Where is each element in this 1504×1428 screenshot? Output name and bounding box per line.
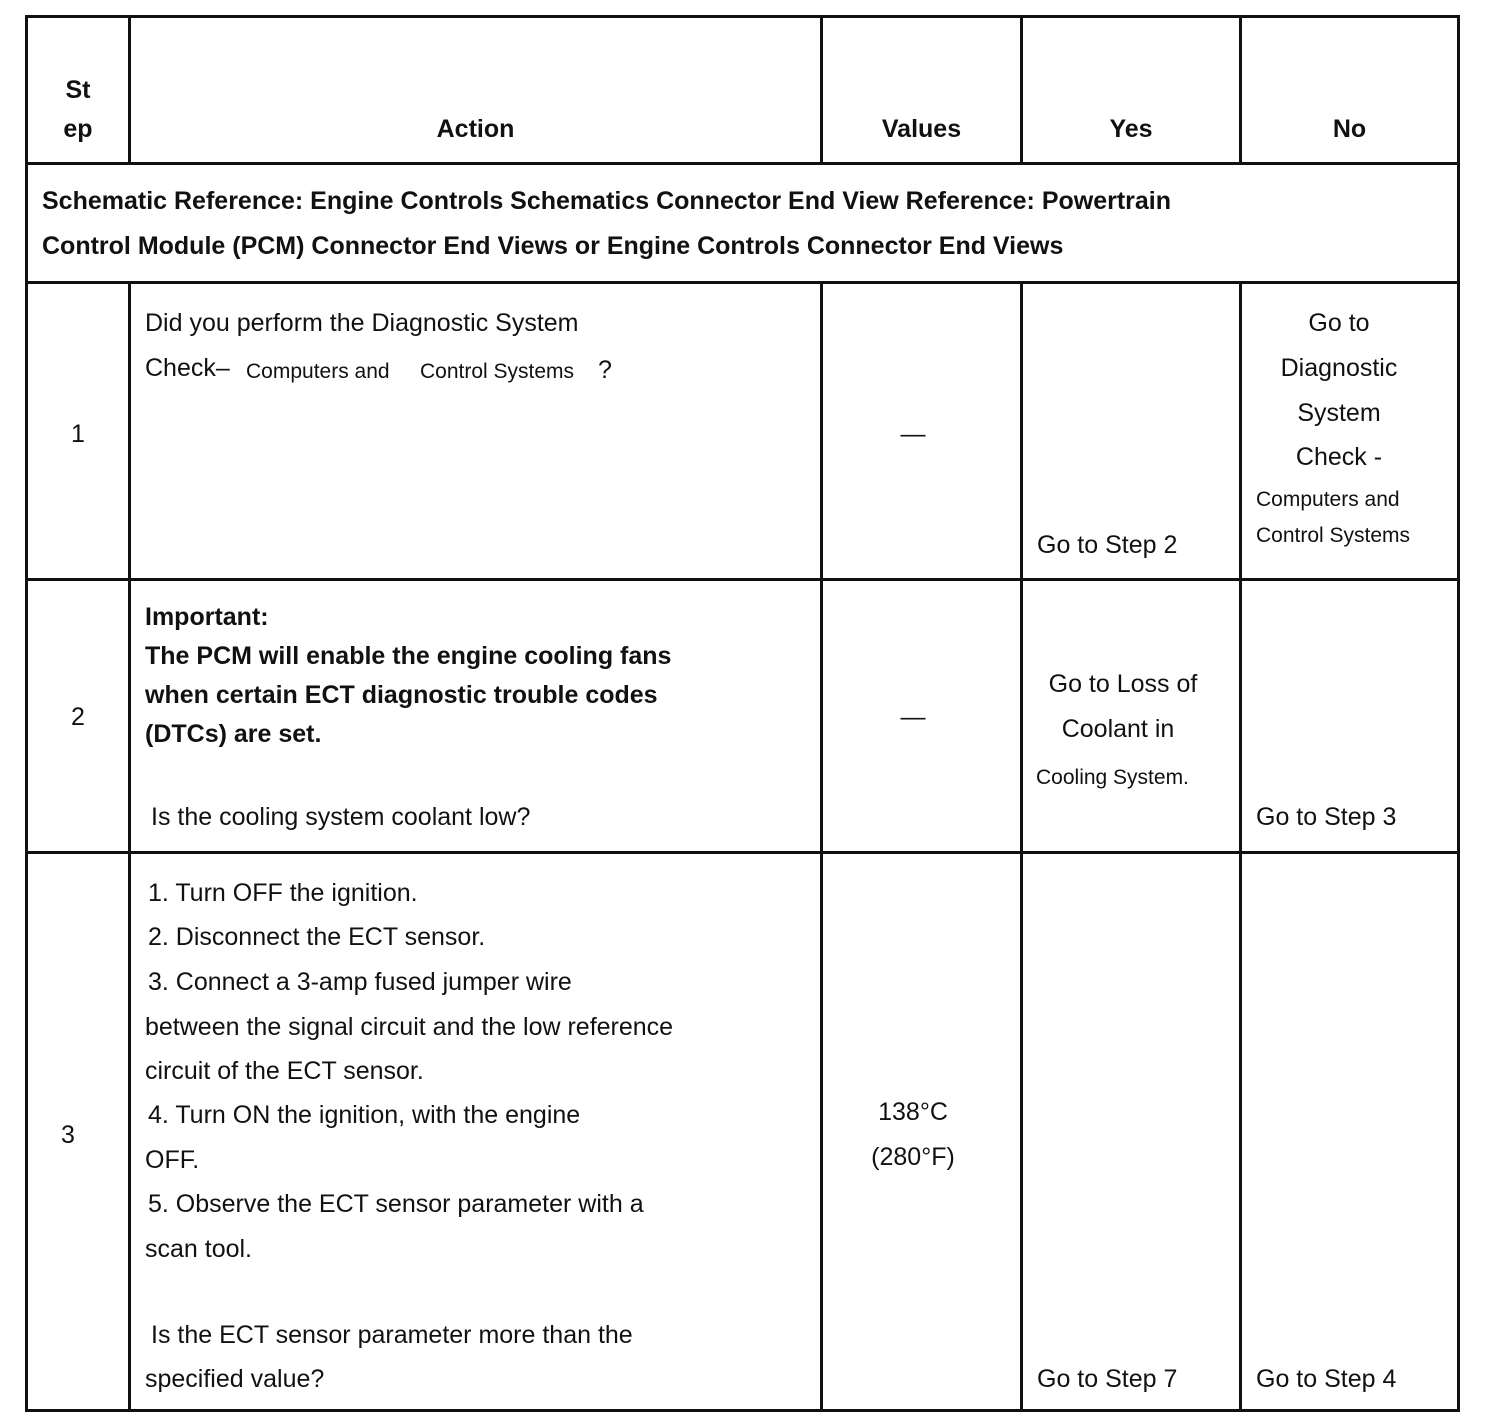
values-text: — bbox=[900, 703, 926, 731]
important-text: when certain ECT diagnostic trouble codes bbox=[145, 681, 658, 709]
header-row bbox=[28, 18, 1457, 162]
action-step: OFF. bbox=[145, 1146, 200, 1174]
step-number: 1 bbox=[71, 420, 85, 448]
action-text: Did you perform the Diagnostic System bbox=[145, 309, 579, 337]
action-text-check: Check– bbox=[145, 354, 230, 382]
header-no: No bbox=[1332, 115, 1367, 143]
important-label: Important: bbox=[145, 603, 269, 631]
reference-line1: Schematic Reference: Engine Controls Schematics Connector End View Reference: Powertrain bbox=[42, 187, 1172, 215]
no-text: Check - bbox=[1295, 443, 1383, 471]
yes-text: Go to Loss of bbox=[1048, 670, 1198, 698]
header-step-line2: ep bbox=[63, 115, 93, 143]
header-yes: Yes bbox=[1109, 115, 1153, 143]
action-text-small: Computers and bbox=[246, 360, 390, 383]
no-text: Go to Step 4 bbox=[1256, 1365, 1397, 1393]
important-text: The PCM will enable the engine cooling fans bbox=[145, 642, 672, 670]
question-text: specified value? bbox=[145, 1365, 325, 1393]
table-row bbox=[28, 284, 1457, 578]
no-text: System bbox=[1297, 399, 1381, 427]
table-row bbox=[28, 854, 1457, 1412]
header-values: Values bbox=[881, 115, 962, 143]
yes-text: Coolant in bbox=[1061, 715, 1175, 743]
question-text: Is the cooling system coolant low? bbox=[151, 803, 531, 831]
question-text: Is the ECT sensor parameter more than the bbox=[151, 1321, 633, 1349]
table-row bbox=[28, 581, 1457, 851]
reference-line2: Control Module (PCM) Connector End Views or Engine Controls Connector End Views bbox=[42, 232, 1064, 260]
values-text: (280°F) bbox=[871, 1143, 955, 1171]
values-text: 138°C bbox=[878, 1098, 948, 1126]
step-number: 2 bbox=[71, 703, 85, 731]
action-step: circuit of the ECT sensor. bbox=[145, 1057, 424, 1085]
action-step: 4. Turn ON the ignition, with the engine bbox=[148, 1101, 581, 1129]
header-action: Action bbox=[436, 115, 515, 143]
yes-text: Go to Step 2 bbox=[1037, 531, 1178, 559]
action-step: between the signal circuit and the low reference bbox=[145, 1013, 674, 1041]
action-step: 5. Observe the ECT sensor parameter with a bbox=[148, 1190, 644, 1218]
important-text: (DTCs) are set. bbox=[145, 720, 322, 748]
action-text-small: Control Systems bbox=[420, 360, 575, 383]
step-number: 3 bbox=[61, 1121, 75, 1149]
action-step: 3. Connect a 3-amp fused jumper wire bbox=[148, 968, 572, 996]
no-text: Go to Step 3 bbox=[1256, 803, 1397, 831]
values-text: — bbox=[900, 420, 926, 448]
no-text-small: Control Systems bbox=[1256, 524, 1411, 547]
action-step: 1. Turn OFF the ignition. bbox=[148, 879, 418, 907]
no-text-small: Computers and bbox=[1256, 488, 1400, 511]
action-step: 2. Disconnect the ECT sensor. bbox=[148, 923, 486, 951]
no-text: Diagnostic bbox=[1280, 354, 1398, 382]
header-step-line1: St bbox=[65, 76, 91, 104]
yes-text: Go to Step 7 bbox=[1037, 1365, 1178, 1393]
yes-text-small: Cooling System. bbox=[1036, 766, 1189, 789]
action-text-question-mark: ? bbox=[598, 356, 612, 384]
diagnostic-table bbox=[25, 15, 1460, 1412]
no-text: Go to bbox=[1308, 309, 1370, 337]
action-step: scan tool. bbox=[145, 1235, 253, 1263]
reference-row bbox=[28, 165, 1457, 281]
